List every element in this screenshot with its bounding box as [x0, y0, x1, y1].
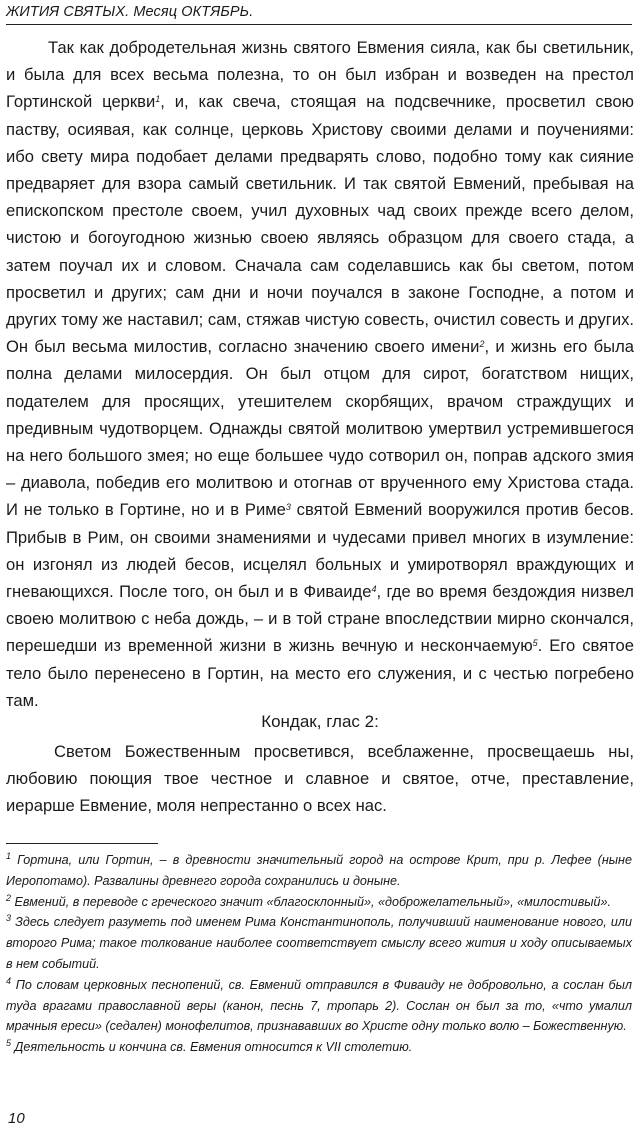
footnote-mark: 4 — [6, 975, 12, 986]
footnote-text: Деятельность и кончина св. Евмения относится к VII столетию. — [11, 1040, 413, 1055]
main-paragraph — [6, 34, 634, 714]
footnote-mark: 3 — [6, 913, 12, 924]
footnote-ref[interactable]: 5 — [532, 638, 538, 649]
footnotes-section — [6, 850, 632, 1058]
kondak-heading: Кондак, глас 2: — [261, 712, 379, 731]
text-segment: , и жизнь его была полна делами милосердия. Он был отцом для сирот, богатством нищих, подателем для просящих, утешителем скорбящих, врачом страждущих и предивным чудотворцем. Однажды святой молитвою умертвил устремившегося на него большого змея; но еще большее чудо сотворил он, поправ адского змия – диавола, победив его молитвою и отогнав от врученного ему Христова стада. И не только в Гортине, но и в Риме — [6, 337, 634, 520]
footnote-ref[interactable]: 3 — [285, 502, 291, 513]
footnote-ref[interactable]: 2 — [479, 339, 485, 350]
footnote-2 — [6, 892, 632, 913]
footnote-text: По словам церковных песнопений, св. Евмений отправился в Фиваиду не добровольно, а сослан был туда врагами православной веры (канон, песнь 7, тропарь 2). Сослан он был за то, «что умалил мрачныя ереси» (седален) монофелитов, признававших во Христе одну только волю – Божественную. — [6, 977, 632, 1034]
footnote-3 — [6, 912, 632, 974]
footnote-ref[interactable]: 4 — [371, 584, 377, 595]
footnote-5 — [6, 1037, 632, 1058]
text-segment: , где во время бездождия низвел своею молитвою с неба дождь, – и в той стране впоследствии мирно скончался, перешедши из временной жизни в жизнь вечную и нескончаемую — [6, 582, 634, 656]
page-number: 10 — [8, 1110, 25, 1127]
footnote-mark: 2 — [6, 892, 12, 903]
text-segment: святой Евмений вооружился против бесов. Прибыв в Рим, он своими знамениями и чудесами привел многих в изумление: он изгонял из людей бесов, исцелял больных и умиротворял враждующих и гневающихся. После того, он был и в Фиваиде — [6, 500, 634, 602]
running-header: ЖИТИЯ СВЯТЫХ. Месяц ОКТЯБРЬ. — [6, 4, 254, 20]
footnote-mark: 5 — [6, 1038, 12, 1049]
footnote-text: Евмений, в переводе с греческого значит «благосклонный», «доброжелательный», «милостивый». — [11, 894, 612, 909]
kondak-paragraph: Светом Божественным просветився, всеблаженне, просвещаешь ны, любовию поющия твое честное и славное и святое, отче, преставление, иерарше Евмение, моля непрестанно о всех нас. — [6, 742, 634, 815]
footnote-ref[interactable]: 1 — [155, 94, 161, 105]
footnote-text: Гортина, или Гортин, – в древности значительный город на острове Крит, при р. Лефее (ныне Иеропотамо). Развалины древнего города сохранились и доныне. — [6, 853, 632, 888]
header-rule — [6, 24, 632, 25]
kondak-block — [6, 738, 634, 819]
text-segment: . Его святое тело было перенесено в Гортин, на место его служения, и с честью погребено там. — [6, 636, 634, 710]
footnote-1 — [6, 850, 632, 892]
text-segment: Так как добродетельная жизнь святого Евмения сияла, как бы светильник, и была для всех весьма полезна, то он был избран и возведен на престол Гортинской церкви — [6, 38, 634, 112]
footnote-divider — [6, 843, 158, 844]
footnote-text: Здесь следует разуметь под именем Рима Константинополь, получивший наименование нового, или второго Рима; такое толкование наиболее соответствует смыслу всего жития и ходу описываемых в нем событий. — [6, 915, 632, 971]
footnote-4 — [6, 975, 632, 1037]
footnote-mark: 1 — [6, 851, 12, 861]
main-text — [6, 34, 634, 714]
text-segment: , и, как свеча, стоящая на подсвечнике, просветил свою паству, осиявая, как солнце, церковь Христову своими делами и поучениями: ибо свету мира подобает делами предварять слово, подобно тому как сияние предваряет для взора самый светильник. И так святой Евмений, пребывая на епископском престоле своем, учил духовных чад своих прежде всего делом, чистою и богоугодною жизнью своею являясь образцом для своего стада, а затем поучал их и словом. Сначала сам соделавшись как бы светом, потом просветил и других; сам дни и ночи поучался в законе Господне, а потом и других тому же наставил; сам, стяжав чистую совесть, очистил совесть и других. Он был весьма милостив, согласно значению своего имени — [6, 92, 634, 357]
